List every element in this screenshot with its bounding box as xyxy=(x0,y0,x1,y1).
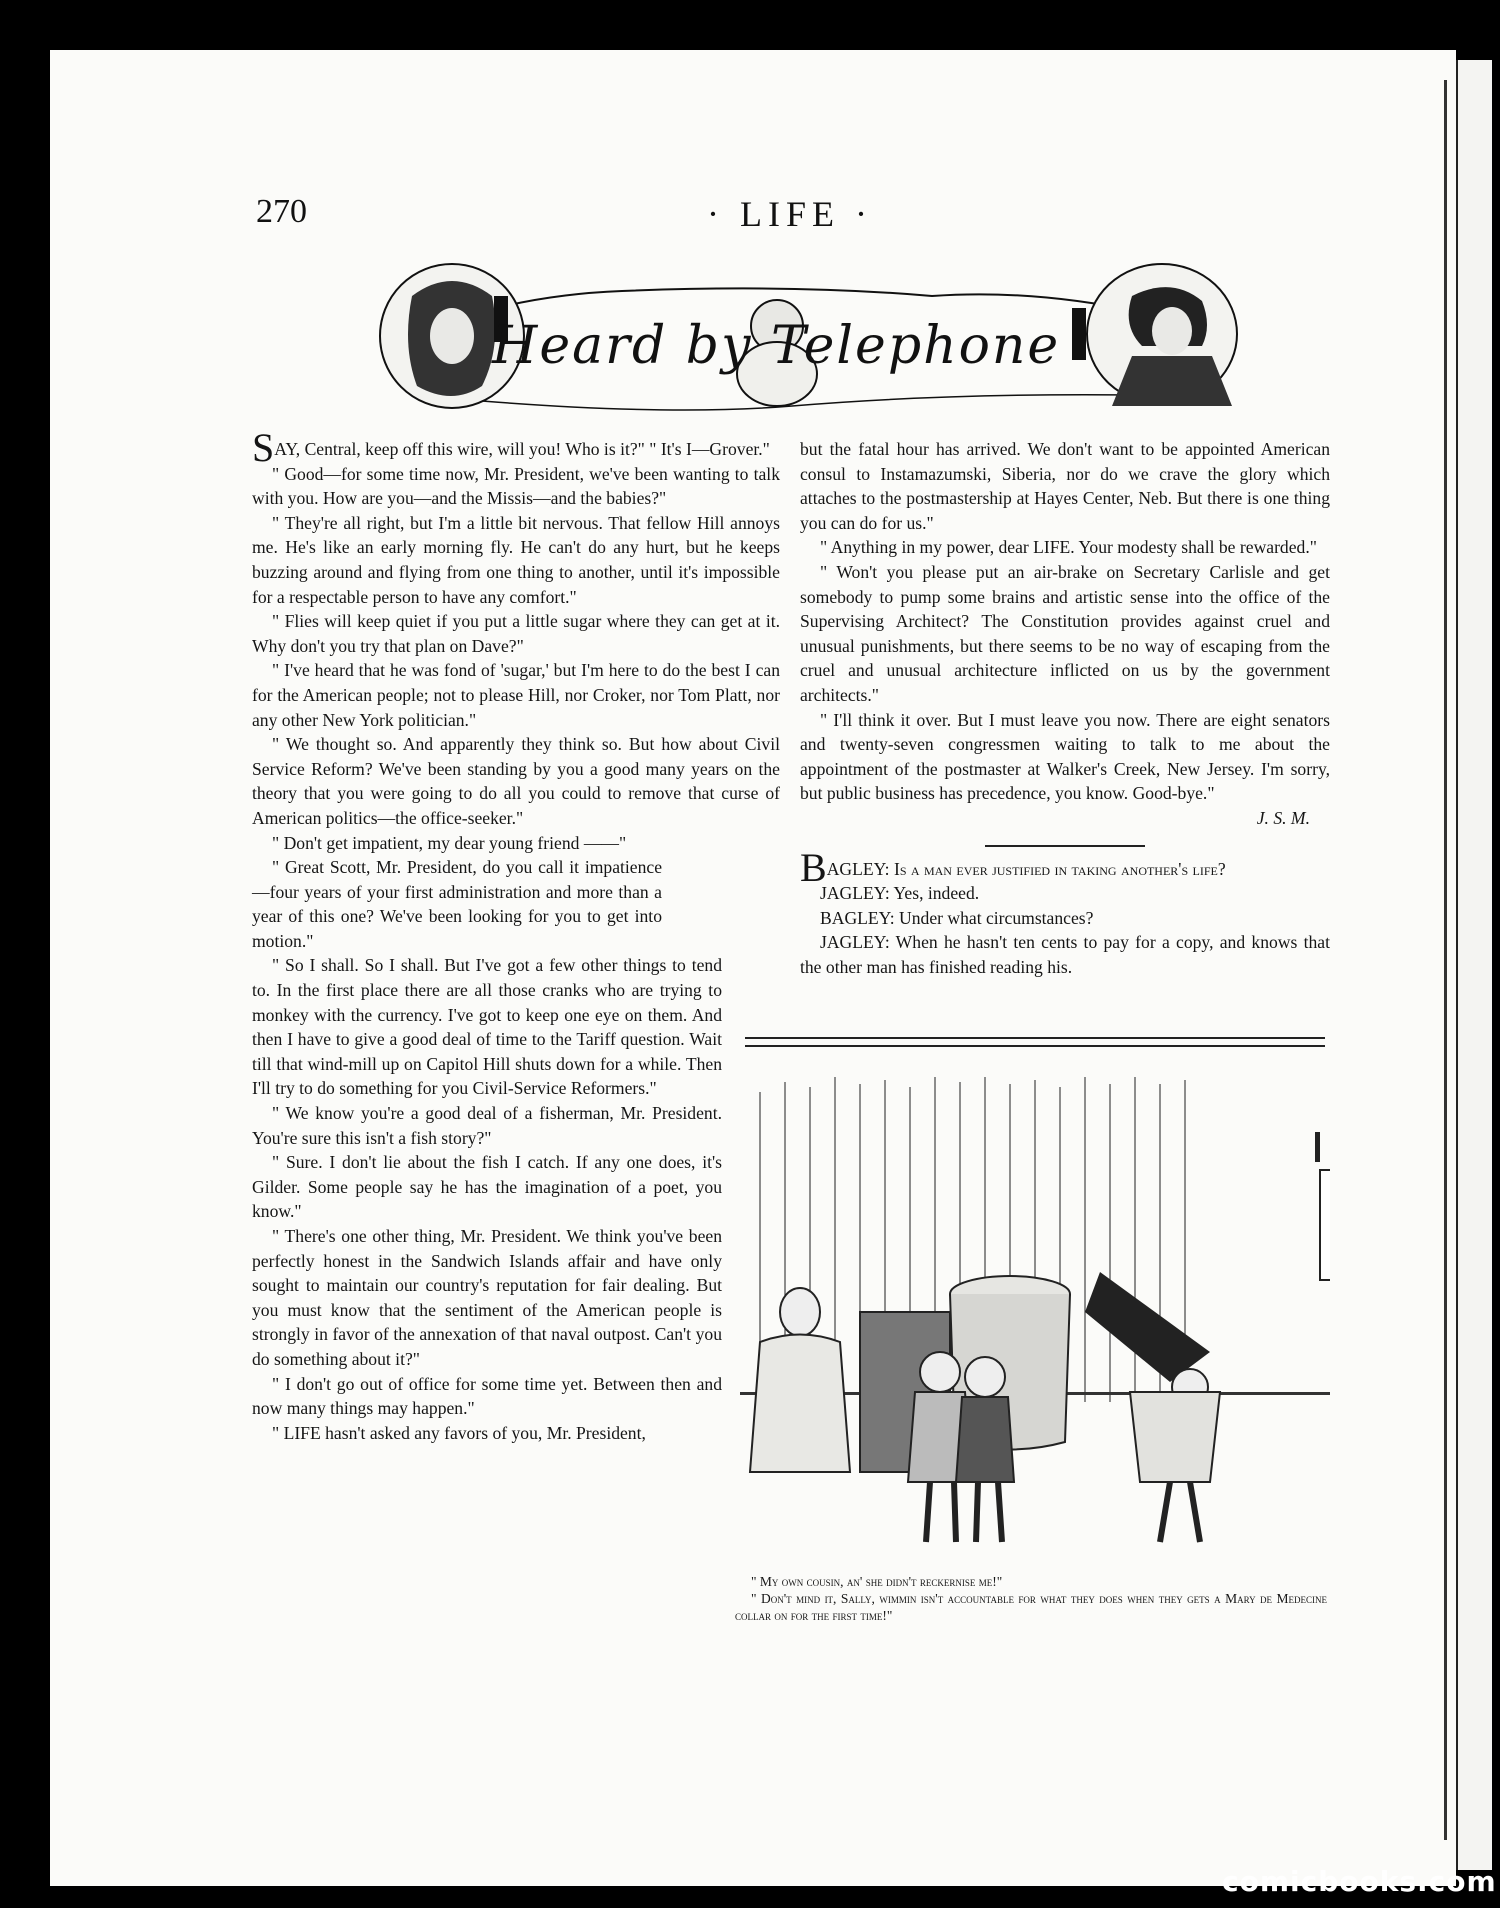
article-paragraph: " They're all right, but I'm a little bit nervous. That fellow Hill annoys me. He's like an early morning fly. He can't do any hurt, but he keeps buzzing around and flying from one thing to another, until it's impossible for a respectable person to have any comfort." xyxy=(252,512,780,607)
article-paragraph: " We know you're a good deal of a fisherman, Mr. President. You're sure this isn't a fish story?" xyxy=(252,1103,722,1148)
page-number: 270 xyxy=(256,193,307,230)
masthead: · LIFE · xyxy=(707,194,873,234)
article-paragraph: " Don't get impatient, my dear young friend ——" xyxy=(272,832,627,853)
article-paragraph: " I'll think it over. But I must leave you now. There are eight senators and twenty-seven congressmen waiting to talk to me about the appointment of the postmaster at Walker's Creek, New Jersey. I'm sorry, but public business has precedence, you know. Good-bye." xyxy=(800,709,1330,804)
article-paragraph: " Good—for some time now, Mr. President, we've been wanting to talk with you. How are you—and the Missis—and the babies?" xyxy=(252,463,780,509)
joke-line: JAGLEY: Yes, indeed. xyxy=(820,883,980,904)
banner-illustration xyxy=(372,256,1252,426)
next-page-edge xyxy=(1456,60,1492,1870)
section-divider xyxy=(985,845,1145,847)
paragraph-text: AY, Central, keep off this wire, will you! Who is it?" " It's I—Grover." xyxy=(274,439,770,459)
article-paragraph: " Great Scott, Mr. President, do you call it impatience—four years of your first administration and more than a year of this one? We've been looking for you to get into motion." xyxy=(252,857,662,951)
article-paragraph: " Flies will keep quiet if you put a little sugar where they can get at it. Why don't you try that plan on Dave?" xyxy=(252,611,780,656)
article-right-column xyxy=(800,437,1330,979)
article-paragraph: " Sure. I don't lie about the fish I catch. If any one does, it's Gilder. Some people say he has the imagination of a poet, you know." xyxy=(252,1152,722,1222)
article-paragraph xyxy=(252,425,780,470)
article-paragraph: " LIFE hasn't asked any favors of you, Mr. President, xyxy=(272,1422,646,1443)
joke-line: JAGLEY: When he hasn't ten cents to pay for a copy, and knows that the other man has finished reading his. xyxy=(800,932,1330,977)
article-paragraph: " I don't go out of office for some time yet. Between then and now many things may happen." xyxy=(252,1373,722,1419)
caption-line: " My own cousin, an' she didn't reckernise me!" xyxy=(751,1574,1003,1589)
article-paragraph: " Anything in my power, dear LIFE. Your modesty shall be rewarded." xyxy=(820,537,1317,558)
double-rule-divider xyxy=(745,1037,1325,1047)
watermark: comicbooks.com xyxy=(1222,1865,1497,1898)
article-paragraph: " There's one other thing, Mr. President. We think you've been perfectly honest in the Sandwich Islands affair and have only sought to maintain our country's reputation for fair dealing. But you must know that the sentiment of the American people is strongly in favor of the annexation of that naval outpost. Can't you do something about it?" xyxy=(252,1226,722,1369)
gutter-line xyxy=(1444,80,1447,1840)
article-paragraph: " So I shall. So I shall. But I've got a few other things to tend to. In the first place there are all those cranks who are trying to monkey with the currency. I've got to keep one eye on them. And then I have to give a good deal of time to the Tariff question. Wait till that wind-mill up on Capitol Hill shuts down for a while. Then I'll try to do something for you Civil-Service Reformers." xyxy=(252,955,722,1099)
article-paragraph: " We thought so. And apparently they think so. But how about Civil Service Reform? We've been standing by you a good many years on the theory that you were going to do all you could to remove that curse of American politics—the office-seeker." xyxy=(252,734,780,828)
article-paragraph: but the fatal hour has arrived. We don't want to be appointed American consul to Instamazumski, Siberia, nor do we crave the glory which attaches to the postmastership at Hayes Center, Neb. But there is one thing you can do for us." xyxy=(800,439,1330,533)
drop-cap: B xyxy=(800,844,827,890)
article-left-column xyxy=(252,425,780,1445)
cartoon-caption xyxy=(735,1573,1327,1624)
joke-text: AGLEY: Is a man ever justified in taking another's life? xyxy=(826,858,1226,879)
article-paragraph: " Won't you please put an air-brake on Secretary Carlisle and get somebody to pump some brains and artistic sense into the office of the Supervising Architect? The Constitution provides against cruel and unusual punishments, but there seems to be no way of escaping from the cruel and unusual architecture inflicted on us by the government architects." xyxy=(800,561,1330,705)
article-paragraph: " I've heard that he was fond of 'sugar,' but I'm here to do the best I can for the American people; not to please Hill, nor Croker, nor Tom Platt, nor any other New York politician." xyxy=(252,660,780,730)
joke-line xyxy=(800,844,1330,890)
caption-line: " Don't mind it, Sally, wimmin isn't accountable for what they does when they gets a Mary de Medecine collar on for the first time!" xyxy=(735,1591,1327,1623)
banner-title: Heard by Telephone xyxy=(492,316,1061,376)
cartoon-art xyxy=(740,1072,1330,1582)
signature: J. S. M. xyxy=(1256,807,1310,828)
joke-line: BAGLEY: Under what circumstances? xyxy=(820,907,1094,928)
cartoon-illustration xyxy=(740,1072,1330,1582)
drop-cap: S xyxy=(252,425,275,470)
